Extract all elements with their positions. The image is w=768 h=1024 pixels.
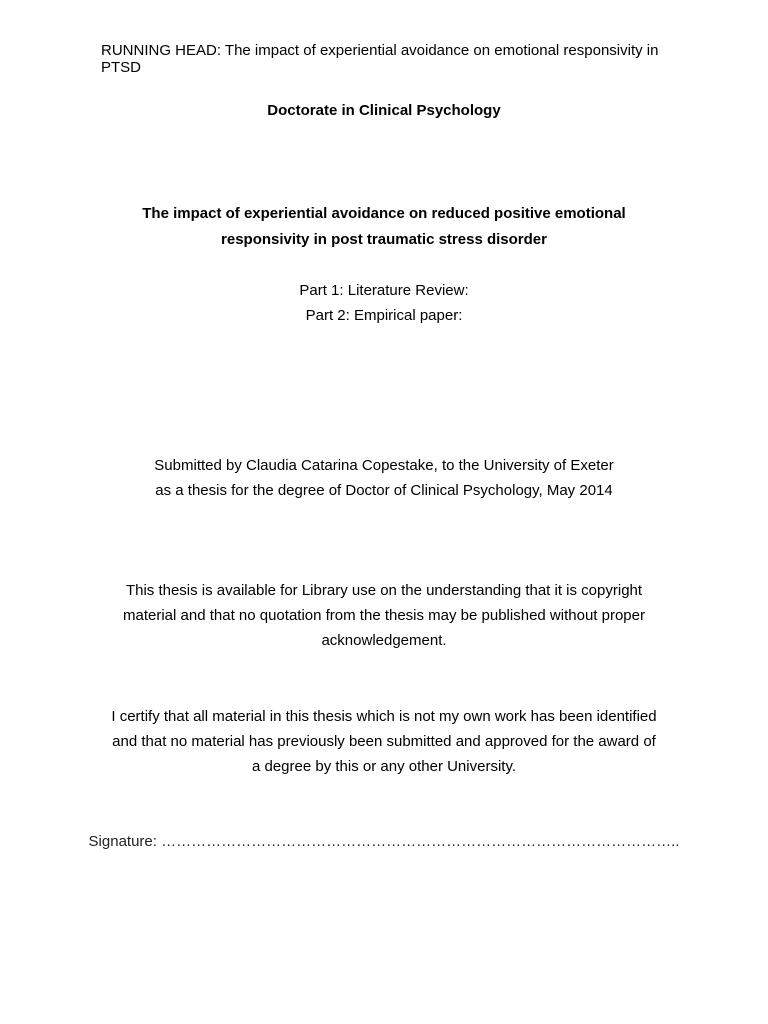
part-1-label: Part 1: Literature Review:	[299, 282, 469, 299]
program-heading: Doctorate in Clinical Psychology	[267, 102, 501, 119]
running-head: RUNNING HEAD: The impact of experiential avoidance on emotional responsivity in PTSD	[101, 42, 659, 76]
library-line-1: This thesis is available for Library use on the understanding that it is copyright	[125, 582, 643, 599]
signature-label: Signature:	[88, 833, 157, 850]
library-line-2: material and that no quotation from the thesis may be published without proper	[123, 607, 645, 624]
signature-dots: …………………………………………………………………………………………..	[161, 833, 680, 850]
library-line-3: acknowledgement.	[321, 632, 447, 649]
thesis-title	[0, 201, 768, 253]
thesis-parts	[0, 278, 768, 328]
submission-statement	[0, 453, 768, 503]
thesis-title-line-1: The impact of experiential avoidance on reduced positive emotional	[142, 205, 626, 222]
certification-line-3: a degree by this or any other University.	[251, 758, 517, 775]
certification-line-1: I certify that all material in this thesis which is not my own work has been identified	[111, 708, 657, 725]
submission-line-1: Submitted by Claudia Catarina Copestake, to the University of Exeter	[154, 457, 614, 474]
signature-line	[0, 832, 768, 852]
part-2-label: Part 2: Empirical paper:	[305, 307, 463, 324]
certification-statement	[0, 704, 768, 779]
library-statement	[0, 578, 768, 653]
submission-line-2: as a thesis for the degree of Doctor of Clinical Psychology, May 2014	[155, 482, 613, 499]
certification-line-2: and that no material has previously been submitted and approved for the award of	[112, 733, 656, 750]
thesis-title-line-2: responsivity in post traumatic stress disorder	[221, 231, 547, 248]
